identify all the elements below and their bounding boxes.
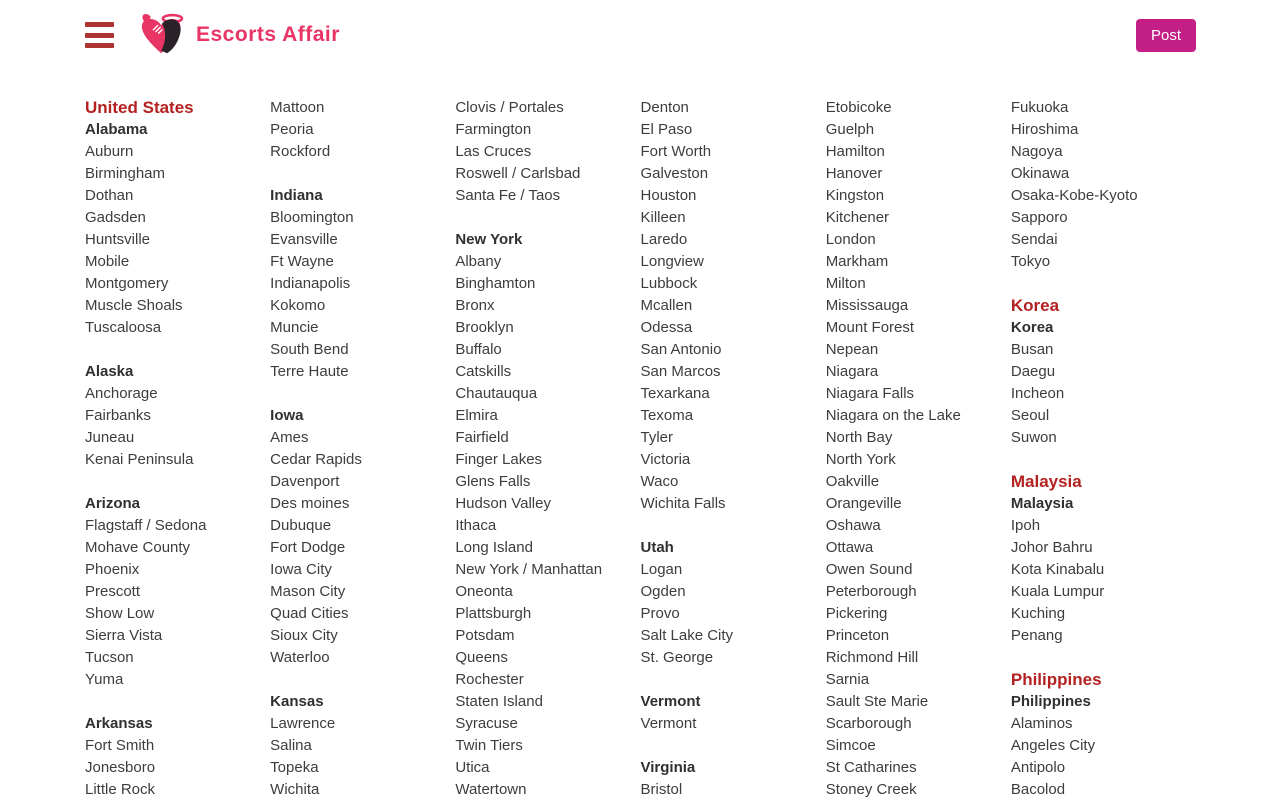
city-link[interactable]: Prescott [85,583,141,600]
hamburger-menu-icon[interactable] [85,22,114,48]
city-link[interactable]: St Catharines [825,759,917,776]
city-link[interactable]: Cedar Rapids [270,451,362,468]
city-link[interactable]: Twin Tiers [455,737,523,754]
country-header-link[interactable]: Philippines [1010,670,1102,689]
city-link[interactable]: Quad Cities [270,605,349,622]
city-link[interactable]: Little Rock [85,781,156,798]
city-link[interactable]: Orangeville [825,495,902,512]
city-link[interactable]: Mattoon [270,99,325,116]
state-header-link[interactable]: Malaysia [1010,495,1074,512]
city-link[interactable]: Niagara Falls [825,385,915,402]
city-link[interactable]: Sault Ste Marie [825,693,929,710]
state-header-link[interactable]: New York [455,231,523,248]
state-header-link[interactable]: Virginia [640,759,696,776]
spacer [641,515,826,537]
city-link[interactable]: Chautauqua [455,385,538,402]
directory-column [641,97,826,800]
city-link[interactable]: Jonesboro [85,759,156,776]
city-link[interactable]: Long Island [455,539,533,556]
city-link[interactable]: Muscle Shoals [85,297,183,314]
state-header-link[interactable]: Alabama [85,121,148,138]
city-link[interactable]: Santa Fe / Taos [455,187,561,204]
city-link[interactable]: South Bend [270,341,349,358]
city-link[interactable]: Clovis / Portales [455,99,564,116]
city-link[interactable]: Kingston [825,187,885,204]
city-link[interactable]: Niagara [825,363,879,380]
state-header-link[interactable]: Korea [1010,319,1054,336]
city-link[interactable]: Texarkana [640,385,710,402]
city-link[interactable]: Ottawa [825,539,874,556]
city-link[interactable]: Denton [640,99,689,116]
city-link[interactable]: Flagstaff / Sedona [85,517,207,534]
city-link[interactable]: Lubbock [640,275,698,292]
state-header-link[interactable]: Arizona [85,495,141,512]
city-link[interactable]: Nagoya [1010,143,1063,160]
hamburger-bar [85,33,114,38]
city-link[interactable]: Galveston [640,165,709,182]
city-link[interactable]: Iowa City [270,561,332,578]
spacer [1011,647,1196,669]
city-link[interactable]: Salt Lake City [640,627,734,644]
state-header-link[interactable]: Arkansas [85,715,153,732]
city-link[interactable]: Plattsburgh [455,605,532,622]
city-link[interactable]: Fort Worth [640,143,712,160]
directory-column [85,97,270,800]
city-link[interactable]: Fort Smith [85,737,155,754]
city-link[interactable]: Fukuoka [1010,99,1069,116]
city-link[interactable]: Brooklyn [455,319,514,336]
spacer [1011,273,1196,295]
city-link[interactable]: Guelph [825,121,875,138]
city-link[interactable]: Bronx [455,297,495,314]
spacer [455,207,640,229]
city-link[interactable]: Hudson Valley [455,495,551,512]
spacer [270,163,455,185]
directory-column [1011,97,1196,800]
city-link[interactable]: Birmingham [85,165,166,182]
city-link[interactable]: San Antonio [640,341,722,358]
city-link[interactable]: Indianapolis [270,275,351,292]
city-link[interactable]: Auburn [85,143,134,160]
city-link[interactable]: Bloomington [270,209,354,226]
city-link[interactable]: Show Low [85,605,155,622]
city-link[interactable]: Topeka [270,759,319,776]
city-link[interactable]: Albany [455,253,502,270]
city-link[interactable]: Evansville [270,231,338,248]
city-link[interactable]: Dothan [85,187,134,204]
spacer [270,669,455,691]
city-link[interactable]: Scarborough [825,715,912,732]
city-link[interactable]: Waco [640,473,679,490]
city-link[interactable]: Sierra Vista [85,627,163,644]
city-link[interactable]: Las Cruces [455,143,532,160]
spacer [641,735,826,757]
directory-column [270,97,455,800]
post-button[interactable]: Post [1136,19,1196,52]
logo-heart-icon [136,10,188,60]
state-header-link[interactable]: Alaska [85,363,134,380]
city-link[interactable]: Oakville [825,473,880,490]
city-link[interactable]: Hiroshima [1010,121,1079,138]
hamburger-bar [85,43,114,48]
city-link[interactable]: Watertown [455,781,527,798]
city-link[interactable]: Davenport [270,473,340,490]
city-link[interactable]: Owen Sound [825,561,913,578]
city-link[interactable]: Sarnia [825,671,870,688]
city-link[interactable]: North Bay [825,429,893,446]
city-link[interactable]: Gadsden [85,209,146,226]
city-link[interactable]: Fairfield [455,429,509,446]
city-link[interactable]: Osaka-Kobe-Kyoto [1010,187,1138,204]
country-header-link[interactable]: Malaysia [1010,472,1082,491]
city-link[interactable]: Nepean [825,341,879,358]
city-link[interactable]: El Paso [640,121,693,138]
spacer [270,383,455,405]
city-link[interactable]: Busan [1010,341,1054,358]
city-link[interactable]: Finger Lakes [455,451,543,468]
city-link[interactable]: New York / Manhattan [455,561,603,578]
city-link[interactable]: San Marcos [640,363,721,380]
city-link[interactable]: Mount Forest [825,319,915,336]
city-link[interactable]: Glens Falls [455,473,531,490]
city-link[interactable]: Buffalo [455,341,502,358]
city-link[interactable]: Ft Wayne [270,253,334,270]
state-header-link[interactable]: Utah [640,539,674,556]
city-link[interactable]: Etobicoke [825,99,892,116]
city-link[interactable]: Peterborough [825,583,917,600]
city-link[interactable]: Waterloo [270,649,330,666]
city-link[interactable]: Anchorage [85,385,158,402]
city-link[interactable]: Angeles City [1010,737,1096,754]
city-link[interactable]: Binghamton [455,275,536,292]
directory-columns [0,97,1280,800]
city-link[interactable]: Tuscaloosa [85,319,162,336]
city-link[interactable]: London [825,231,876,248]
city-link[interactable]: Kitchener [825,209,890,226]
city-link[interactable]: Oshawa [825,517,881,534]
spacer [85,471,270,493]
city-link[interactable]: Dubuque [270,517,332,534]
city-link[interactable]: Longview [640,253,704,270]
city-link[interactable]: Fort Dodge [270,539,346,556]
spacer [85,339,270,361]
city-link[interactable]: Des moines [270,495,350,512]
city-link[interactable]: Odessa [640,319,693,336]
city-link[interactable]: Elmira [455,407,498,424]
city-link[interactable]: Ipoh [1010,517,1041,534]
city-link[interactable]: Vermont [640,715,697,732]
city-link[interactable]: Oneonta [455,583,513,600]
city-link[interactable]: Lawrence [270,715,336,732]
city-link[interactable]: Queens [455,649,508,666]
city-link[interactable]: Ogden [640,583,686,600]
logo-text: Escorts Affair [196,23,340,46]
city-link[interactable]: Salina [270,737,312,754]
city-link[interactable]: Milton [825,275,866,292]
city-link[interactable]: Roswell / Carlsbad [455,165,581,182]
city-link[interactable]: Seoul [1010,407,1050,424]
state-header-link[interactable]: Vermont [640,693,701,710]
country-header-link[interactable]: Korea [1010,296,1060,315]
state-header-link[interactable]: Iowa [270,407,304,424]
city-link[interactable]: Kota Kinabalu [1010,561,1105,578]
city-link[interactable]: Syracuse [455,715,518,732]
city-link[interactable]: Bacolod [1010,781,1066,798]
city-link[interactable]: Houston [640,187,697,204]
city-link[interactable]: Bristol [640,781,683,798]
city-link[interactable]: Suwon [1010,429,1057,446]
city-link[interactable]: Terre Haute [270,363,349,380]
city-link[interactable]: Sendai [1010,231,1058,248]
city-link[interactable]: Kokomo [270,297,326,314]
directory-column [826,97,1011,800]
city-link[interactable]: Penang [1010,627,1063,644]
city-link[interactable]: Staten Island [455,693,543,710]
city-link[interactable]: Montgomery [85,275,169,292]
city-link[interactable]: Richmond Hill [825,649,919,666]
city-link[interactable]: Yuma [85,671,124,688]
city-link[interactable]: Princeton [825,627,890,644]
city-link[interactable]: Peoria [270,121,314,138]
city-link[interactable]: Phoenix [85,561,140,578]
city-link[interactable]: Logan [640,561,683,578]
city-link[interactable]: Muncie [270,319,319,336]
city-link[interactable]: Markham [825,253,889,270]
city-link[interactable]: Huntsville [85,231,151,248]
spacer [85,691,270,713]
city-link[interactable]: Alaminos [1010,715,1073,732]
hamburger-bar [85,22,114,27]
city-link[interactable]: Ithaca [455,517,497,534]
city-link[interactable]: Mcallen [640,297,693,314]
city-link[interactable]: Niagara on the Lake [825,407,961,424]
city-link[interactable]: Hanover [825,165,883,182]
city-link[interactable]: Sioux City [270,627,338,644]
city-link[interactable]: Mississauga [825,297,909,314]
city-link[interactable]: Rockford [270,143,331,160]
city-link[interactable]: Tokyo [1010,253,1051,270]
state-header-link[interactable]: Kansas [270,693,324,710]
state-header-link[interactable]: Indiana [270,187,323,204]
city-link[interactable]: Mohave County [85,539,191,556]
city-link[interactable]: Stoney Creek [825,781,917,798]
city-link[interactable]: Hamilton [825,143,885,160]
city-link[interactable]: Wichita [270,781,320,798]
city-link[interactable]: Kuala Lumpur [1010,583,1105,600]
city-link[interactable]: Okinawa [1010,165,1070,182]
country-header-link[interactable]: United States [85,98,194,117]
city-link[interactable]: Wichita Falls [640,495,726,512]
city-link[interactable]: Catskills [455,363,512,380]
city-link[interactable]: Johor Bahru [1010,539,1093,556]
city-link[interactable]: Juneau [85,429,135,446]
city-link[interactable]: Tyler [640,429,674,446]
city-link[interactable]: Laredo [640,231,688,248]
city-link[interactable]: Pickering [825,605,888,622]
city-link[interactable]: Fairbanks [85,407,151,424]
city-link[interactable]: Daegu [1010,363,1056,380]
city-link[interactable]: Simcoe [825,737,876,754]
city-link[interactable]: Kuching [1010,605,1066,622]
city-link[interactable]: Texoma [640,407,694,424]
spacer [1011,449,1196,471]
city-link[interactable]: St. George [640,649,714,666]
city-link[interactable]: Utica [455,759,490,776]
city-link[interactable]: Ames [270,429,309,446]
city-link[interactable]: Farmington [455,121,532,138]
city-link[interactable]: Sapporo [1010,209,1068,226]
directory-column [455,97,640,800]
city-link[interactable]: Mobile [85,253,130,270]
city-link[interactable]: Killeen [640,209,686,226]
city-link[interactable]: Rochester [455,671,524,688]
city-link[interactable]: Incheon [1010,385,1065,402]
city-link[interactable]: Tucson [85,649,134,666]
city-link[interactable]: Victoria [640,451,691,468]
city-link[interactable]: Provo [640,605,680,622]
spacer [641,669,826,691]
city-link[interactable]: Potsdam [455,627,515,644]
city-link[interactable]: Kenai Peninsula [85,451,194,468]
top-bar [0,0,1280,70]
city-link[interactable]: North York [825,451,896,468]
city-link[interactable]: Mason City [270,583,346,600]
state-header-link[interactable]: Philippines [1010,693,1091,710]
city-link[interactable]: Antipolo [1010,759,1066,776]
site-logo[interactable] [136,10,340,60]
